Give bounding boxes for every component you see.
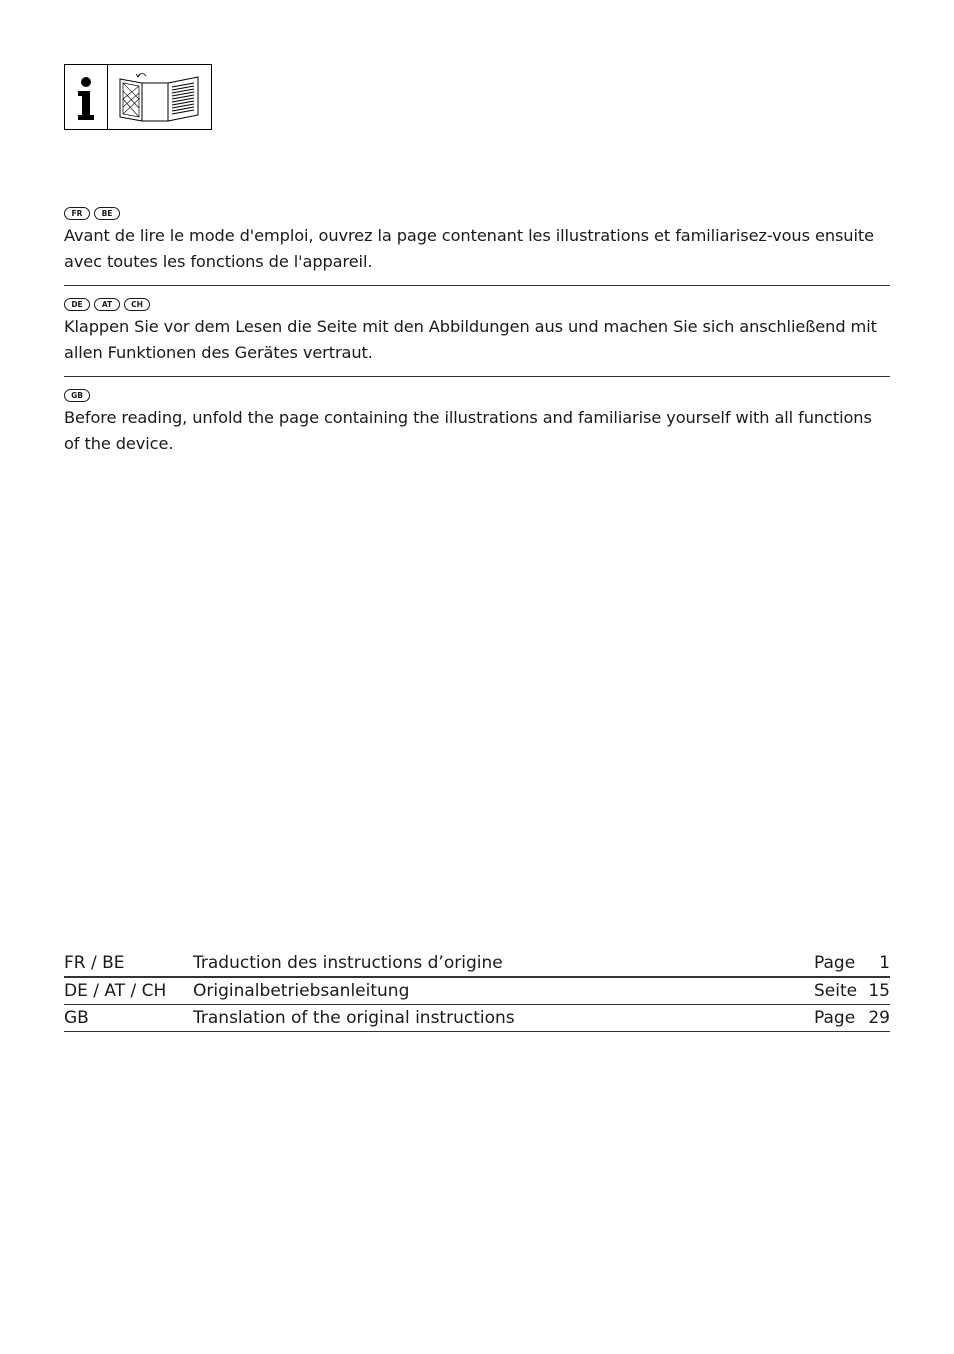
language-code: GB: [64, 1008, 89, 1028]
notice-gb: [64, 388, 890, 456]
country-badge: CH: [124, 298, 150, 311]
notice-text: Klappen Sie vor dem Lesen die Seite mit den Abbildungen aus und machen Sie sich anschließend mit allen Funktionen des Gerätes vertraut.: [64, 317, 877, 362]
section-title: Originalbetriebsanleitung: [193, 981, 410, 1001]
info-icon: [64, 64, 108, 130]
language-code: FR / BE: [64, 953, 125, 973]
language-contents-table: [64, 950, 890, 1032]
page-label: Page: [814, 1008, 856, 1028]
language-code: DE / AT / CH: [64, 981, 167, 1001]
page-number: 1: [879, 953, 890, 973]
country-badges: [64, 388, 890, 402]
notice-fr-be: [64, 206, 890, 274]
page-label: Seite: [814, 981, 858, 1001]
table-row[interactable]: [64, 977, 890, 1005]
country-badges: [64, 206, 890, 220]
header-icons: [64, 64, 212, 130]
unfold-pages-icon: [108, 64, 212, 130]
table-row[interactable]: [64, 950, 890, 977]
country-badge: BE: [94, 207, 120, 220]
page-number: 29: [868, 1008, 890, 1028]
divider: [64, 376, 890, 377]
country-badge: AT: [94, 298, 120, 311]
notice-de-at-ch: [64, 297, 890, 365]
page-number: 15: [868, 981, 890, 1001]
country-badge: FR: [64, 207, 90, 220]
notice-text: Before reading, unfold the page containing the illustrations and familiarise yourself with all functions of the device.: [64, 408, 872, 453]
divider: [64, 285, 890, 286]
section-title: Translation of the original instructions: [193, 1008, 515, 1028]
page-label: Page: [814, 953, 856, 973]
country-badge: GB: [64, 389, 90, 402]
notice-text: Avant de lire le mode d'emploi, ouvrez la page contenant les illustrations et familiarisez-vous ensuite avec toutes les fonctions de l'appareil.: [64, 226, 874, 271]
table-row[interactable]: [64, 1005, 890, 1032]
section-title: Traduction des instructions d’origine: [193, 953, 503, 973]
country-badges: [64, 297, 890, 311]
country-badge: DE: [64, 298, 90, 311]
